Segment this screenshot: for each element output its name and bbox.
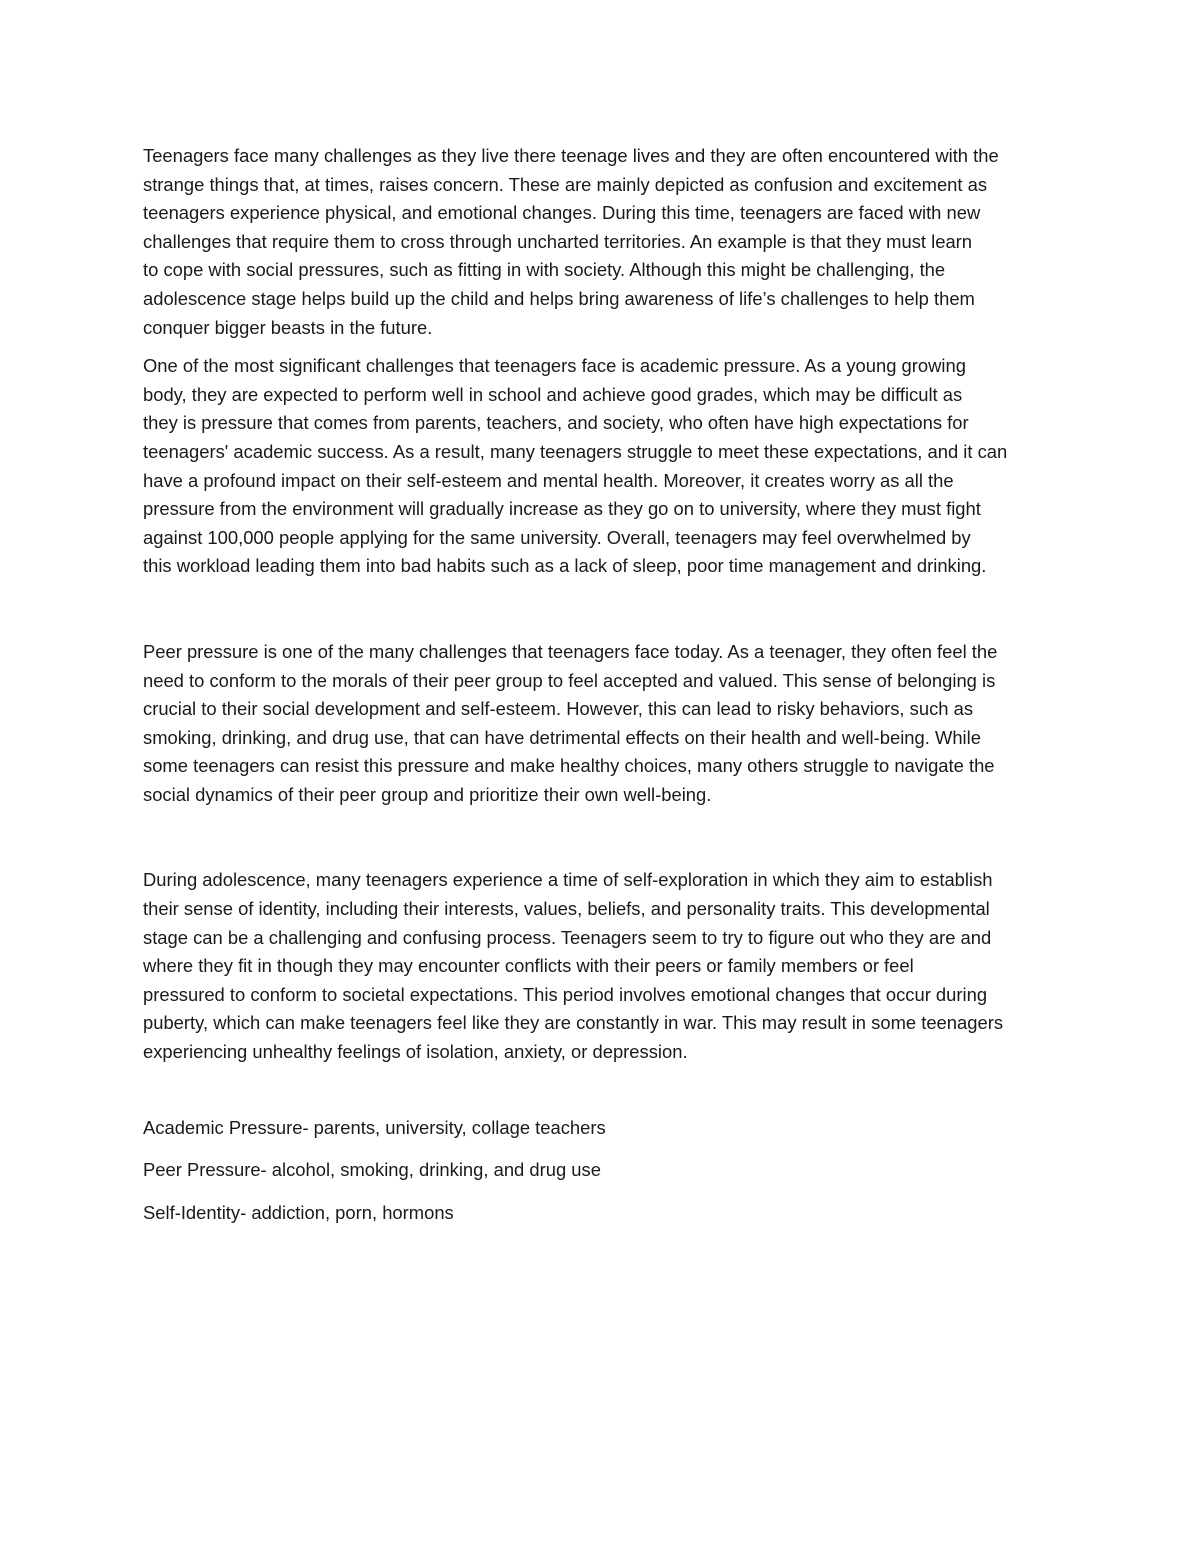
text-line: where they fit in though they may encounter conflicts with their peers or family members or feel xyxy=(143,955,914,977)
note-peer-pressure: Peer Pressure- alcohol, smoking, drinking, and drug use xyxy=(143,1159,601,1181)
text-line: Peer pressure is one of the many challenges that teenagers face today. As a teenager, they often feel the xyxy=(143,640,998,662)
text-line: teenagers' academic success. As a result, many teenagers struggle to meet these expectations, and it can xyxy=(143,440,1008,462)
paragraph-spacer xyxy=(143,342,1068,352)
text-line: experiencing unhealthy feelings of isolation, anxiety, or depression. xyxy=(143,1041,688,1063)
text-line: conquer bigger beasts in the future. xyxy=(143,316,433,338)
text-line: During adolescence, many teenagers experience a time of self-exploration in which they aim to establish xyxy=(143,869,993,891)
text-line: their sense of identity, including their interests, values, beliefs, and personality traits. This developmental xyxy=(143,898,990,920)
paragraph-spacer xyxy=(143,809,1068,866)
paragraph-peer-pressure xyxy=(143,638,1068,810)
paragraph-introduction xyxy=(143,142,1068,342)
text-line: have a profound impact on their self-esteem and mental health. Moreover, it creates worry as all the xyxy=(143,469,954,491)
text-line: teenagers experience physical, and emotional changes. During this time, teenagers are faced with new xyxy=(143,202,981,224)
text-line: body, they are expected to perform well in school and achieve good grades, which may be difficult as xyxy=(143,383,963,405)
text-line: stage can be a challenging and confusing process. Teenagers seem to try to figure out who they are and xyxy=(143,926,992,948)
text-line: puberty, which can make teenagers feel like they are constantly in war. This may result in some teenagers xyxy=(143,1012,1004,1034)
text-line: pressure from the environment will gradually increase as they go on to university, where they must fight xyxy=(143,498,981,520)
text-line: they is pressure that comes from parents, teachers, and society, who often have high expectations for xyxy=(143,412,969,434)
text-line: need to conform to the morals of their peer group to feel accepted and valued. This sense of belonging is xyxy=(143,669,996,691)
text-line: to cope with social pressures, such as fitting in with society. Although this might be challenging, the xyxy=(143,259,946,281)
note-self-identity: Self-Identity- addiction, porn, hormons xyxy=(143,1201,454,1223)
text-line: pressured to conform to societal expectations. This period involves emotional changes that occur during xyxy=(143,983,988,1005)
text-line: some teenagers can resist this pressure and make healthy choices, many others struggle to navigate the xyxy=(143,755,995,777)
text-line: this workload leading them into bad habits such as a lack of sleep, poor time management and drinking. xyxy=(143,555,987,577)
paragraph-spacer xyxy=(143,1067,1068,1114)
text-line: crucial to their social development and self-esteem. However, this can lead to risky behaviors, such as xyxy=(143,698,974,720)
paragraph-self-identity xyxy=(143,866,1068,1066)
paragraph-spacer xyxy=(143,581,1068,638)
text-line: social dynamics of their peer group and prioritize their own well-being. xyxy=(143,783,712,805)
paragraph-academic-pressure xyxy=(143,352,1068,581)
text-line: smoking, drinking, and drug use, that can have detrimental effects on their health and well-being. While xyxy=(143,726,981,748)
notes-list xyxy=(143,1114,1068,1228)
text-line: adolescence stage helps build up the child and helps bring awareness of life’s challenges to help them xyxy=(143,287,975,309)
text-line: One of the most significant challenges that teenagers face is academic pressure. As a young growing xyxy=(143,355,966,377)
text-line: strange things that, at times, raises concern. These are mainly depicted as confusion and excitement as xyxy=(143,173,988,195)
text-line: Teenagers face many challenges as they live there teenage lives and they are often encountered with the xyxy=(143,145,999,166)
note-academic-pressure: Academic Pressure- parents, university, collage teachers xyxy=(143,1116,606,1138)
text-line: against 100,000 people applying for the same university. Overall, teenagers may feel overwhelmed by xyxy=(143,526,971,548)
text-line: challenges that require them to cross through uncharted territories. An example is that they must learn xyxy=(143,230,973,252)
document-body xyxy=(143,142,1068,1241)
